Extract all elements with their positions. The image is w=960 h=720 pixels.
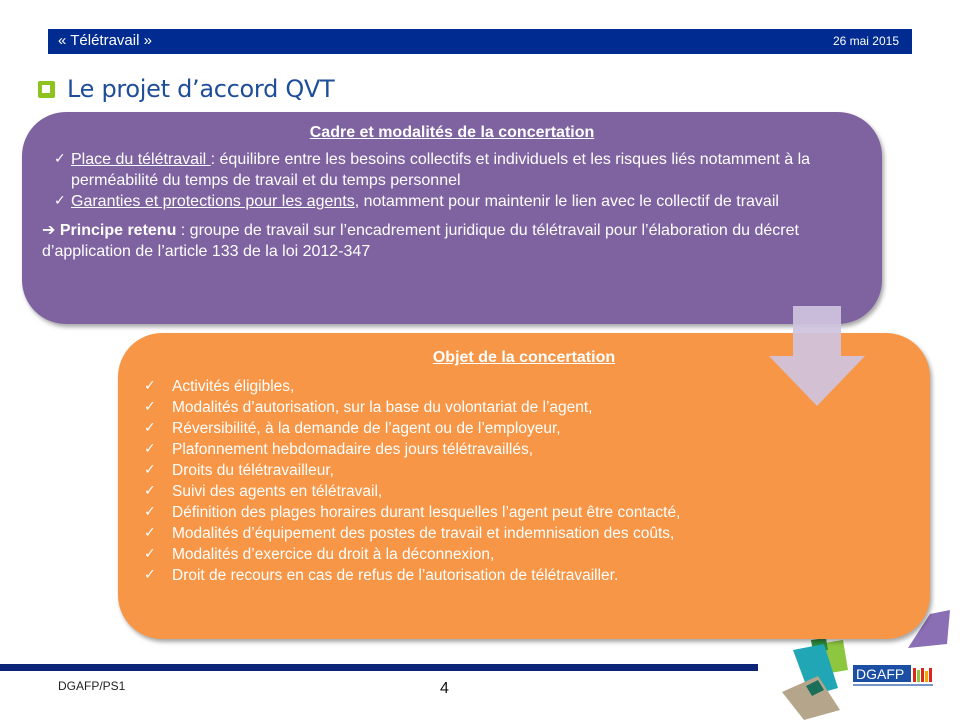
right-arrow-icon: ➔ [42, 222, 56, 239]
down-arrow-icon [767, 306, 867, 406]
footer-bar [0, 664, 758, 671]
check-icon: ✓ [144, 441, 156, 457]
item-underlined-label: Place du télétravail [71, 151, 211, 168]
panel-cadre-modalites [22, 112, 882, 324]
list-item [142, 502, 930, 523]
footer-label: DGAFP/PS1 [58, 679, 126, 693]
panel-cadre-title: Cadre et modalités de la concertation [309, 124, 595, 141]
checkbox-square-icon [38, 81, 55, 98]
principle-retenu [22, 212, 882, 262]
list-item [142, 418, 930, 439]
list-item [142, 523, 930, 544]
logo-text: DGAFP [856, 666, 905, 682]
item-text: Modalités d’exercice du droit à la déconnexion, [172, 546, 495, 563]
item-text: Modalités d’équipement des postes de travail et indemnisation des coûts, [172, 525, 675, 542]
list-item [142, 460, 930, 481]
slide-heading [38, 72, 334, 106]
header-bar [48, 29, 912, 54]
list-item [142, 565, 930, 586]
check-icon: ✓ [144, 483, 156, 499]
check-icon: ✓ [144, 378, 156, 394]
item-text: : équilibre entre les besoins collectifs et individuels et les risques liés notamment à la perméabilité du temps de travail et du temps personnel [71, 151, 811, 189]
check-icon: ✓ [54, 193, 66, 209]
check-icon: ✓ [144, 462, 156, 478]
item-text: Droit de recours en cas de refus de l’autorisation de télétravailler. [172, 567, 619, 584]
check-icon: ✓ [144, 399, 156, 415]
item-text: , notamment pour maintenir le lien avec le collectif de travail [354, 193, 779, 210]
item-text: Modalités d’autorisation, sur la base du volontariat de l’agent, [172, 399, 593, 416]
list-item [52, 191, 882, 212]
item-text: Plafonnement hebdomadaire des jours télétravaillés, [172, 441, 534, 458]
check-icon: ✓ [144, 525, 156, 541]
item-text: Définition des plages horaires durant lesquelles l’agent peut être contacté, [172, 504, 681, 521]
header-title: « Télétravail » [58, 32, 152, 49]
item-text: Droits du télétravailleur, [172, 462, 334, 479]
item-text: Suivi des agents en télétravail, [172, 483, 383, 500]
list-item [142, 439, 930, 460]
list-item [142, 544, 930, 565]
slide-title: Le projet d’accord QVT [67, 75, 335, 103]
item-underlined-label: Garanties et protections pour les agents [71, 193, 355, 210]
check-icon: ✓ [144, 504, 156, 520]
list-item [142, 481, 930, 502]
check-icon: ✓ [144, 546, 156, 562]
list-item [52, 149, 882, 191]
cadre-list [22, 149, 882, 212]
panel-objet-title: Objet de la concertation [432, 349, 616, 366]
page-number: 4 [440, 680, 449, 697]
check-icon: ✓ [144, 567, 156, 583]
item-text: Activités éligibles, [172, 378, 295, 395]
objet-list [118, 376, 930, 586]
item-text: Réversibilité, à la demande de l’agent ou de l’employeur, [172, 420, 561, 437]
check-icon: ✓ [144, 420, 156, 436]
check-icon: ✓ [54, 151, 66, 167]
principle-text: : groupe de travail sur l’encadrement juridique du télétravail pour l’élaboration du décret d’application de l’article 133 de la loi 2012-347 [42, 222, 799, 260]
principle-label: Principe retenu [59, 222, 177, 239]
header-date: 26 mai 2015 [832, 34, 899, 48]
